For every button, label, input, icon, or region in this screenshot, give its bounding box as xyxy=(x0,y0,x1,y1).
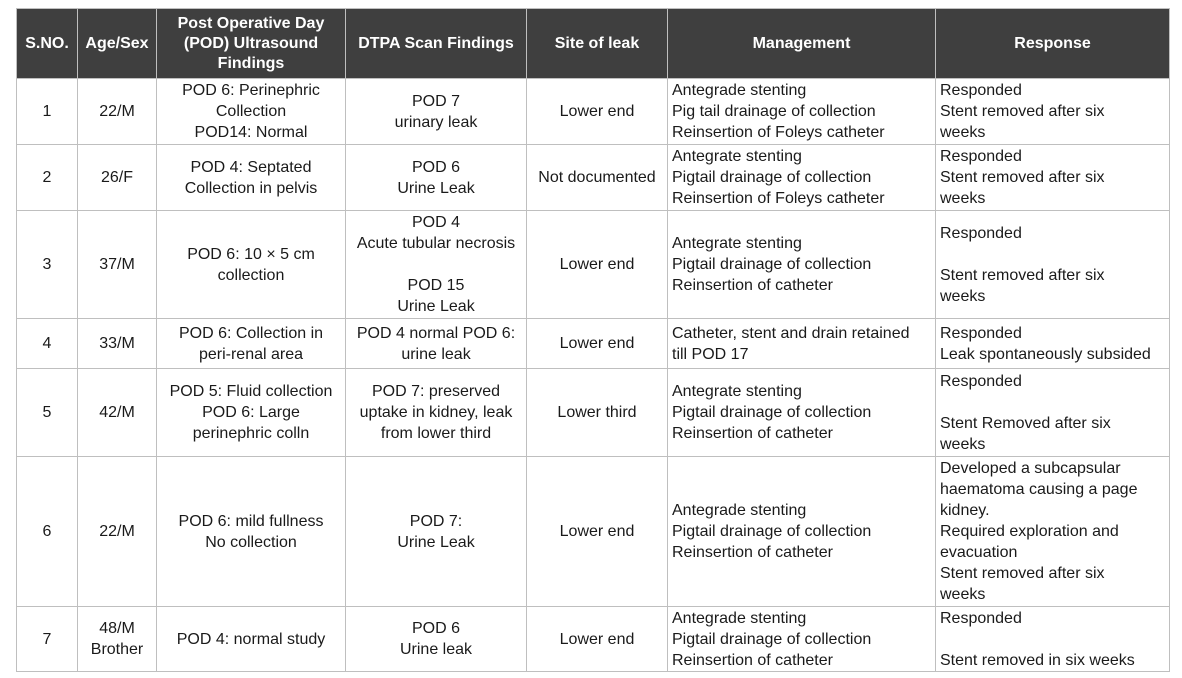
response-cell-line: Stent removed after six xyxy=(940,565,1105,582)
management-cell xyxy=(668,319,936,369)
response-cell-line xyxy=(940,392,1165,413)
response-cell xyxy=(936,369,1170,457)
response-cell-line: weeks xyxy=(940,124,986,141)
table-row xyxy=(17,211,1170,319)
dtpa-cell-line: urine leak xyxy=(401,345,471,363)
dtpa-cell xyxy=(346,145,527,211)
sno-cell: 6 xyxy=(17,457,78,607)
management-cell-line: Pigtail drainage of collection xyxy=(672,630,872,648)
ultrasound-cell xyxy=(157,211,346,319)
age-sex-cell xyxy=(78,457,157,607)
site-cell: Not documented xyxy=(527,145,668,211)
ultrasound-cell-line: POD 6: Collection in xyxy=(178,324,324,342)
header-management: Management xyxy=(668,9,936,79)
age-sex-cell xyxy=(78,79,157,145)
header-response: Response xyxy=(936,9,1170,79)
ultrasound-cell-line: Collection in pelvis xyxy=(184,179,318,197)
dtpa-cell xyxy=(346,369,527,457)
sno-cell: 1 xyxy=(17,79,78,145)
management-cell-line: Antegrade stenting xyxy=(672,82,807,99)
dtpa-cell xyxy=(346,607,527,672)
sno-cell: 5 xyxy=(17,369,78,457)
table-row xyxy=(17,145,1170,211)
dtpa-cell-line: POD 6 xyxy=(411,620,460,637)
site-cell: Lower end xyxy=(527,607,668,672)
dtpa-cell-line xyxy=(350,254,522,275)
management-cell xyxy=(668,211,936,319)
sno-cell: 3 xyxy=(17,211,78,319)
management-cell-line: Pigtail drainage of collection xyxy=(672,169,872,186)
site-cell: Lower third xyxy=(527,369,668,457)
ultrasound-cell-line: POD14: Normal xyxy=(194,124,308,141)
ultrasound-cell-line: Collection xyxy=(215,103,287,120)
response-cell-line xyxy=(940,244,1165,265)
management-cell-line: Reinsertion of catheter xyxy=(672,425,833,442)
management-cell xyxy=(668,79,936,145)
management-cell-line: Antegrate stenting xyxy=(672,148,802,165)
response-cell xyxy=(936,607,1170,672)
table-row xyxy=(17,457,1170,607)
age-sex-cell-line: 22/M xyxy=(99,523,135,540)
age-sex-cell-line: 26/F xyxy=(100,169,133,186)
ultrasound-cell-line: POD 6: Perinephric xyxy=(182,82,320,99)
ultrasound-cell xyxy=(157,319,346,369)
table-row xyxy=(17,319,1170,369)
response-cell-line: Stent removed after six xyxy=(940,103,1105,120)
table-row xyxy=(17,79,1170,145)
dtpa-cell-line: Acute tubular necrosis xyxy=(356,235,516,252)
dtpa-cell-line: from lower third xyxy=(380,425,492,442)
dtpa-cell-line: Urine leak xyxy=(399,641,473,658)
ultrasound-cell-line: POD 6: Large xyxy=(202,404,300,421)
age-sex-cell xyxy=(78,319,157,369)
dtpa-cell-line: POD 7 xyxy=(411,92,460,110)
dtpa-cell-line: POD 4 xyxy=(411,214,460,231)
response-cell-line: kidney. xyxy=(940,502,990,519)
management-cell-line: Antegrade stenting xyxy=(672,502,807,519)
ultrasound-cell-line: perinephric colln xyxy=(192,425,310,442)
response-cell-line: Responded xyxy=(940,324,1022,342)
site-cell: Lower end xyxy=(527,319,668,369)
age-sex-cell-line: 48/M xyxy=(99,620,135,637)
table-row xyxy=(17,369,1170,457)
dtpa-cell-line: Urine Leak xyxy=(397,533,475,551)
header-ultrasound-findings: Post Operative Day (POD) Ultrasound Findings xyxy=(157,9,346,79)
dtpa-cell-line: urinary leak xyxy=(394,113,478,131)
response-cell-line: haematoma causing a page xyxy=(940,481,1138,498)
ultrasound-cell-line: POD 4: normal study xyxy=(176,630,326,648)
age-sex-cell-line: Brother xyxy=(90,641,144,658)
dtpa-cell-line: Urine Leak xyxy=(397,298,475,315)
management-cell xyxy=(668,369,936,457)
ultrasound-cell xyxy=(157,457,346,607)
response-cell-line: Responded xyxy=(940,224,1022,242)
dtpa-cell xyxy=(346,457,527,607)
ultrasound-cell xyxy=(157,79,346,145)
response-cell xyxy=(936,457,1170,607)
management-cell-line: Antegrate stenting xyxy=(672,383,802,400)
response-cell-line: Responded xyxy=(940,372,1022,390)
header-row xyxy=(17,9,1170,79)
response-cell xyxy=(936,211,1170,319)
management-cell-line: Pig tail drainage of collection xyxy=(672,103,876,120)
sno-cell: 2 xyxy=(17,145,78,211)
ultrasound-cell xyxy=(157,145,346,211)
header-age-sex: Age/Sex xyxy=(78,9,157,79)
management-cell-line: till POD 17 xyxy=(672,345,749,363)
dtpa-cell xyxy=(346,79,527,145)
header-site-of-leak: Site of leak xyxy=(527,9,668,79)
ultrasound-cell-line: POD 6: mild fullness xyxy=(178,512,324,530)
ultrasound-cell-line: peri-renal area xyxy=(198,345,304,363)
response-cell-line: weeks xyxy=(940,435,986,453)
ultrasound-cell-line: POD 5: Fluid collection xyxy=(169,383,333,400)
management-cell-line: Pigtail drainage of collection xyxy=(672,256,872,273)
dtpa-cell-line: POD 15 xyxy=(407,277,465,294)
response-cell xyxy=(936,145,1170,211)
ultrasound-cell-line: collection xyxy=(217,266,285,284)
age-sex-cell-line: 33/M xyxy=(99,335,135,352)
site-cell: Lower end xyxy=(527,79,668,145)
header-dtpa-findings: DTPA Scan Findings xyxy=(346,9,527,79)
management-cell xyxy=(668,607,936,672)
table-row xyxy=(17,607,1170,672)
ultrasound-cell-line: POD 6: 10 × 5 cm xyxy=(187,245,315,263)
management-cell-line: Pigtail drainage of collection xyxy=(672,404,872,421)
response-cell-line: Responded xyxy=(940,82,1022,99)
ultrasound-cell xyxy=(157,369,346,457)
dtpa-cell-line: POD 7: preserved xyxy=(371,383,501,400)
site-cell: Lower end xyxy=(527,211,668,319)
dtpa-cell-line: POD 6 xyxy=(411,158,460,176)
response-cell-line: evacuation xyxy=(940,544,1018,561)
age-sex-cell xyxy=(78,211,157,319)
sno-cell: 7 xyxy=(17,607,78,672)
dtpa-cell-line: Urine Leak xyxy=(397,179,475,197)
age-sex-cell xyxy=(78,607,157,672)
response-cell-line: Leak spontaneously subsided xyxy=(940,345,1151,363)
dtpa-cell xyxy=(346,211,527,319)
response-cell-line: Stent Removed after six xyxy=(940,414,1111,432)
response-cell-line: Required exploration and xyxy=(940,523,1119,540)
sno-cell: 4 xyxy=(17,319,78,369)
response-cell-line: Developed a subcapsular xyxy=(940,460,1121,477)
ultrasound-cell xyxy=(157,607,346,672)
management-cell-line: Reinsertion of catheter xyxy=(672,651,833,669)
response-cell-line: Stent removed in six weeks xyxy=(940,651,1135,669)
management-cell-line: Reinsertion of Foleys catheter xyxy=(672,190,885,207)
response-cell-line: weeks xyxy=(940,586,986,603)
management-cell-line: Antegrade stenting xyxy=(672,609,807,627)
management-cell-line: Pigtail drainage of collection xyxy=(672,523,872,540)
header-sno: S.NO. xyxy=(17,9,78,79)
management-cell-line: Reinsertion of Foleys catheter xyxy=(672,124,885,141)
management-cell-line: Catheter, stent and drain retained xyxy=(672,324,910,342)
age-sex-cell xyxy=(78,369,157,457)
ultrasound-cell-line: No collection xyxy=(205,533,297,551)
dtpa-cell xyxy=(346,319,527,369)
dtpa-cell-line: POD 4 normal POD 6: xyxy=(356,324,516,342)
age-sex-cell xyxy=(78,145,157,211)
management-cell xyxy=(668,145,936,211)
dtpa-cell-line: uptake in kidney, leak xyxy=(359,404,513,421)
ultrasound-cell-line: POD 4: Septated xyxy=(190,158,312,176)
dtpa-cell-line: POD 7: xyxy=(409,512,463,530)
site-cell: Lower end xyxy=(527,457,668,607)
age-sex-cell-line: 42/M xyxy=(99,404,135,421)
response-cell-line xyxy=(940,629,1165,650)
response-cell-line: weeks xyxy=(940,287,986,305)
management-cell-line: Antegrate stenting xyxy=(672,235,802,252)
response-cell xyxy=(936,79,1170,145)
management-cell-line: Reinsertion of catheter xyxy=(672,544,833,561)
age-sex-cell-line: 22/M xyxy=(99,103,135,120)
response-cell-line: weeks xyxy=(940,190,986,207)
management-cell-line: Reinsertion of catheter xyxy=(672,277,833,294)
response-cell-line: Stent removed after six xyxy=(940,169,1105,186)
leak-management-table xyxy=(16,8,1170,672)
response-cell-line: Responded xyxy=(940,609,1022,627)
management-cell xyxy=(668,457,936,607)
age-sex-cell-line: 37/M xyxy=(99,256,135,273)
response-cell-line: Stent removed after six xyxy=(940,266,1105,284)
response-cell xyxy=(936,319,1170,369)
response-cell-line: Responded xyxy=(940,148,1022,165)
